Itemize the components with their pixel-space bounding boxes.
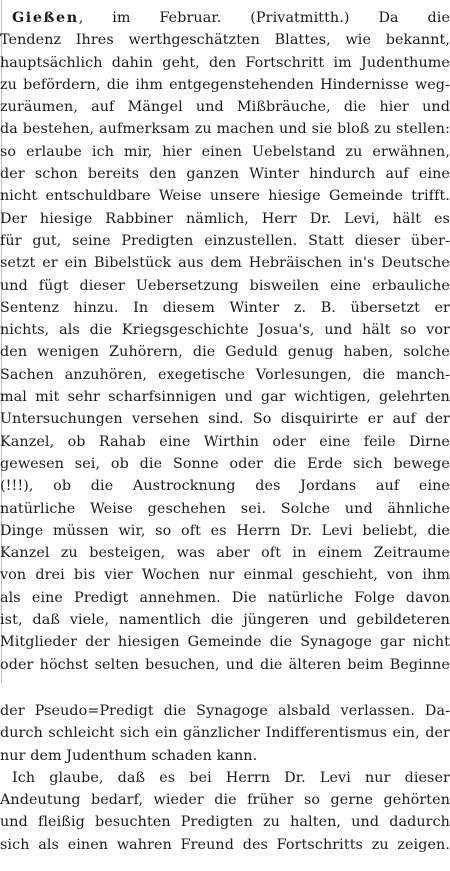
text-line: natürliche Weise geschehen sei. Solche und ähnliche <box>0 500 450 517</box>
text-line: und fügt dieser Uebersetzung bisweilen eine erbauliche <box>0 277 450 294</box>
text-line: den wenigen Zuhörern, die Geduld genug haben, solche <box>0 344 450 361</box>
paragraph-start-line: Ich glaube, daß es bei Herrn Dr. Levi nur dieser <box>12 769 450 786</box>
text-line: Untersuchungen versehen sind. So disquirirte er auf der <box>0 411 450 428</box>
text-line: (!!!), ob die Austrocknung des Jordans auf eine <box>0 478 450 495</box>
text-line: zuräumen, auf Mängel und Mißbräuche, die hier und <box>0 99 450 116</box>
article-dateline <box>0 7 450 29</box>
text-line: Tendenz Ihres werthgeschätzten Blattes, wie bekannt, <box>0 32 450 49</box>
text-line: setzt er ein Bibelstück aus dem Hebräischen in's Deutsche <box>0 255 450 272</box>
text-line: oder höchst selten besuchen, und die älteren beim Beginne <box>0 656 450 673</box>
text-line: ist, daß viele, namentlich die jüngeren und gebildeteren <box>0 612 450 629</box>
text-line: Sentenz hinzu. In diesem Winter z. B. übersetzt er <box>0 299 450 316</box>
text-line: da bestehen, aufmerksam zu machen und sie bloß zu stellen: <box>0 121 450 138</box>
text-line: als eine Predigt annehmen. Die natürliche Folge davon <box>0 589 450 606</box>
text-line: sich als einen wahren Freund des Fortschritts zu zeigen. <box>0 836 450 853</box>
text-line: hauptsächlich dahin geht, den Fortschritt im Judenthume <box>0 54 450 71</box>
dateline-place: Gießen <box>12 10 79 26</box>
text-line: von drei bis vier Wochen nur einmal geschieht, von ihm <box>0 567 450 584</box>
text-line: Sachen anzuhören, exegetische Vorlesungen, die manch- <box>0 366 450 383</box>
text-line: Kanzel zu besteigen, was aber oft in einem Zeitraume <box>0 545 450 562</box>
text-line: so erlaube ich mir, hier einen Uebelstand zu erwähnen, <box>0 143 450 160</box>
text-line: Mitglieder der hiesigen Gemeinde die Synagoge gar nicht <box>0 634 450 651</box>
article-body-lower <box>0 700 450 856</box>
text-line: für gut, seine Predigten einzustellen. Statt dieser über- <box>0 232 450 249</box>
text-line: Andeutung bedarf, wieder die früher so gerne gehörten <box>0 792 450 809</box>
text-line: gewesen sei, ob die Sonne oder die Erde sich bewege <box>0 455 450 472</box>
text-line: Der hiesige Rabbiner nämlich, Herr Dr. Levi, hält es <box>0 210 450 227</box>
dateline-rest: , im Februar. (Privatmitth.) Da die <box>78 10 450 26</box>
text-line: der Pseudo=Predigt die Synagoge alsbald verlassen. Da- <box>0 703 450 719</box>
text-line: nichts, als die Kriegsgeschichte Josua's, und hält so vor <box>0 322 450 339</box>
text-line: zu befördern, die ihm entgegenstehenden Hindernisse weg- <box>0 76 450 93</box>
text-line: Dinge müssen wir, so oft es Herrn Dr. Levi beliebt, die <box>0 522 450 539</box>
text-line-last: nur dem Judenthum schaden kann. <box>0 747 258 764</box>
text-line: nicht entschuldbare Weise unsere hiesige Gemeinde trifft. <box>0 188 450 205</box>
text-line: und fleißig besuchten Predigten zu halten, und dadurch <box>0 814 450 831</box>
article-body-upper <box>0 7 450 676</box>
text-line: der schon bereits den ganzen Winter hindurch auf eine <box>0 166 450 183</box>
text-line: mal mit sehr scharfsinnigen und gar wichtigen, gelehrten <box>0 389 450 406</box>
text-line: durch schleicht sich ein gänzlicher Indifferentismus ein, der <box>0 725 450 742</box>
text-line: Kanzel, ob Rahab eine Wirthin oder eine feile Dirne <box>0 433 450 450</box>
